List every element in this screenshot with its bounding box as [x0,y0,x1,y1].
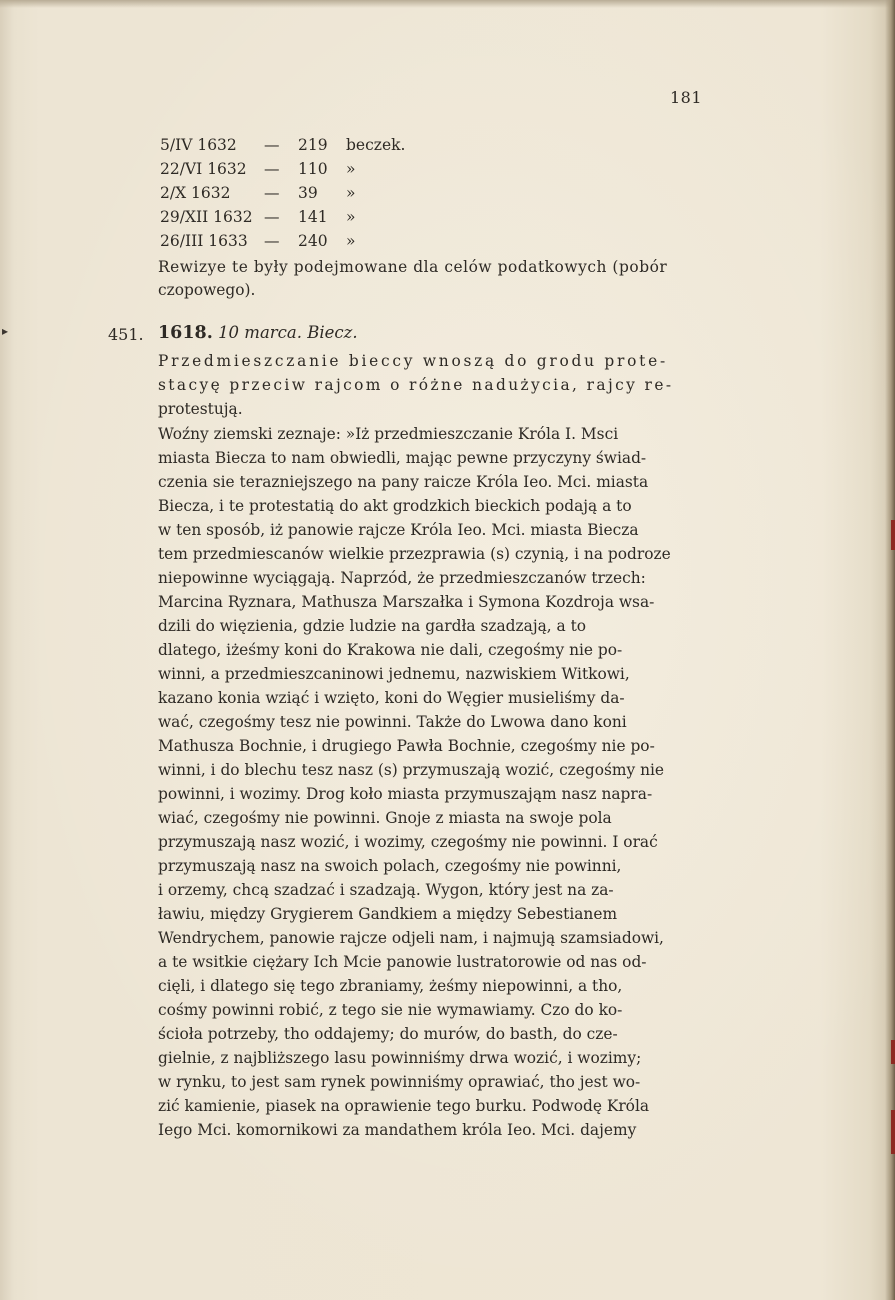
body-line: powinni, i wozimy. Drog koło miasta przymuszająm nasz napra- [158,785,653,803]
body-line: Wendrychem, panowie rajcze odjeli nam, i najmują szamsiadowi, [158,929,664,947]
edge-mark [891,520,895,550]
tally-dash: — [264,184,280,202]
tally-count: 110 [298,160,328,178]
body-line: i orzemy, chcą szadzać i szadzają. Wygon, który jest na za- [158,881,614,899]
note-line: Rewizye te były podejmowane dla celów podatkowych (pobór [158,258,668,276]
body-line: dzili do więzienia, gdzie ludzie na gardła szadzają, a to [158,617,587,635]
tally-dash: — [264,160,280,178]
body-line: winni, a przedmieszcaninowi jednemu, nazwiskiem Witkowi, [158,665,630,683]
body-line: tem przedmiescanów wielkie przezprawia (s) czynią, i na podroze [158,545,671,563]
edge-mark [891,1040,895,1064]
entry-number: 451. [108,325,144,344]
body-line: zić kamienie, piasek na oprawienie tego burku. Podwodę Króla [158,1097,650,1115]
body-line: kazano konia wziąć i wzięto, koni do Węgier musieliśmy da- [158,689,625,707]
tally-unit: » [346,160,356,178]
body-line: Biecza, i te protestatią do akt grodzkich bieckich podają a to [158,497,632,515]
body-line: w rynku, to jest sam rynek powinniśmy oprawiać, tho jest wo- [158,1073,641,1091]
tally-date: 26/III 1633 [160,232,248,250]
body-line: cięli, i dlatego się tego zbraniamy, żeśmy niepowinni, a tho, [158,977,623,995]
body-line: Mathusza Bochnie, i drugiego Pawła Bochnie, czegośmy nie po- [158,737,655,755]
body-line: przymuszają nasz wozić, i wozimy, czegośmy nie powinni. I orać [158,833,658,851]
body-line: winni, i do blechu tesz nasz (s) przymuszają wozić, czegośmy nie [158,761,665,779]
body-line: miasta Biecza to nam obwiedli, mając pewne przyczyny świad- [158,449,647,467]
tally-unit: » [346,208,356,226]
page-right-edge [885,0,895,1300]
body-line: niepowinne wyciągają. Naprzód, że przedmieszczanów trzech: [158,569,646,587]
body-line: Iego Mci. komornikowi za mandathem króla Ieo. Mci. dajemy [158,1121,637,1139]
tally-dash: — [264,136,280,154]
body-line: wiać, czegośmy nie powinni. Gnoje z miasta na swoje pola [158,809,612,827]
body-line: cośmy powinni robić, z tego sie nie wymawiamy. Czo do ko- [158,1001,623,1019]
entry-summary-line: stacyę przeciw rajcom o różne nadużycia, rajcy re- [158,376,674,394]
page-top-shadow [0,0,895,8]
body-line: Woźny ziemski zeznaje: »Iż przedmieszczanie Króla I. Msci [158,425,619,443]
entry-heading [158,323,358,343]
entry-date: 10 marca. Biecz. [218,323,358,342]
body-line: a te wsitkie ciężary Ich Mcie panowie lustratorowie od nas od- [158,953,647,971]
body-line: dlatego, iżeśmy koni do Krakowa nie dali, czegośmy nie po- [158,641,623,659]
edge-mark [891,1110,895,1154]
tally-unit: » [346,232,356,250]
body-line: w ten sposób, iż panowie rajcze Króla Ieo. Mci. miasta Biecza [158,521,639,539]
tally-unit: beczek. [346,136,406,154]
tally-date: 22/VI 1632 [160,160,247,178]
tally-count: 240 [298,232,328,250]
tally-date: 5/IV 1632 [160,136,237,154]
tally-date: 2/X 1632 [160,184,231,202]
body-line: Marcina Ryznara, Mathusza Marszałka i Symona Kozdroja wsa- [158,593,655,611]
page-number: 181 [670,88,703,107]
tally-count: 39 [298,184,318,202]
tally-count: 219 [298,136,328,154]
tally-dash: — [264,232,280,250]
entry-year: 1618. [158,323,213,343]
entry-summary-line: Przedmieszczanie bieccy wnoszą do grodu prote- [158,352,668,370]
tally-unit: » [346,184,356,202]
body-line: gielnie, z najbliższego lasu powinniśmy drwa wozić, i wozimy; [158,1049,642,1067]
body-line: ławiu, między Grygierem Gandkiem a między Sebestianem [158,905,618,923]
tally-count: 141 [298,208,328,226]
body-line: ścioła potrzeby, tho oddajemy; do murów, do basth, do cze- [158,1025,618,1043]
margin-mark-icon: ▸ [2,324,9,338]
tally-date: 29/XII 1632 [160,208,253,226]
body-line: wać, czegośmy tesz nie powinni. Także do Lwowa dano koni [158,713,627,731]
body-line: przymuszają nasz na swoich polach, czegośmy nie powinni, [158,857,622,875]
entry-summary-line: protestują. [158,400,243,418]
tally-dash: — [264,208,280,226]
note-line: czopowego). [158,281,256,299]
body-line: czenia sie terazniejszego na pany raicze Króla Ieo. Mci. miasta [158,473,649,491]
